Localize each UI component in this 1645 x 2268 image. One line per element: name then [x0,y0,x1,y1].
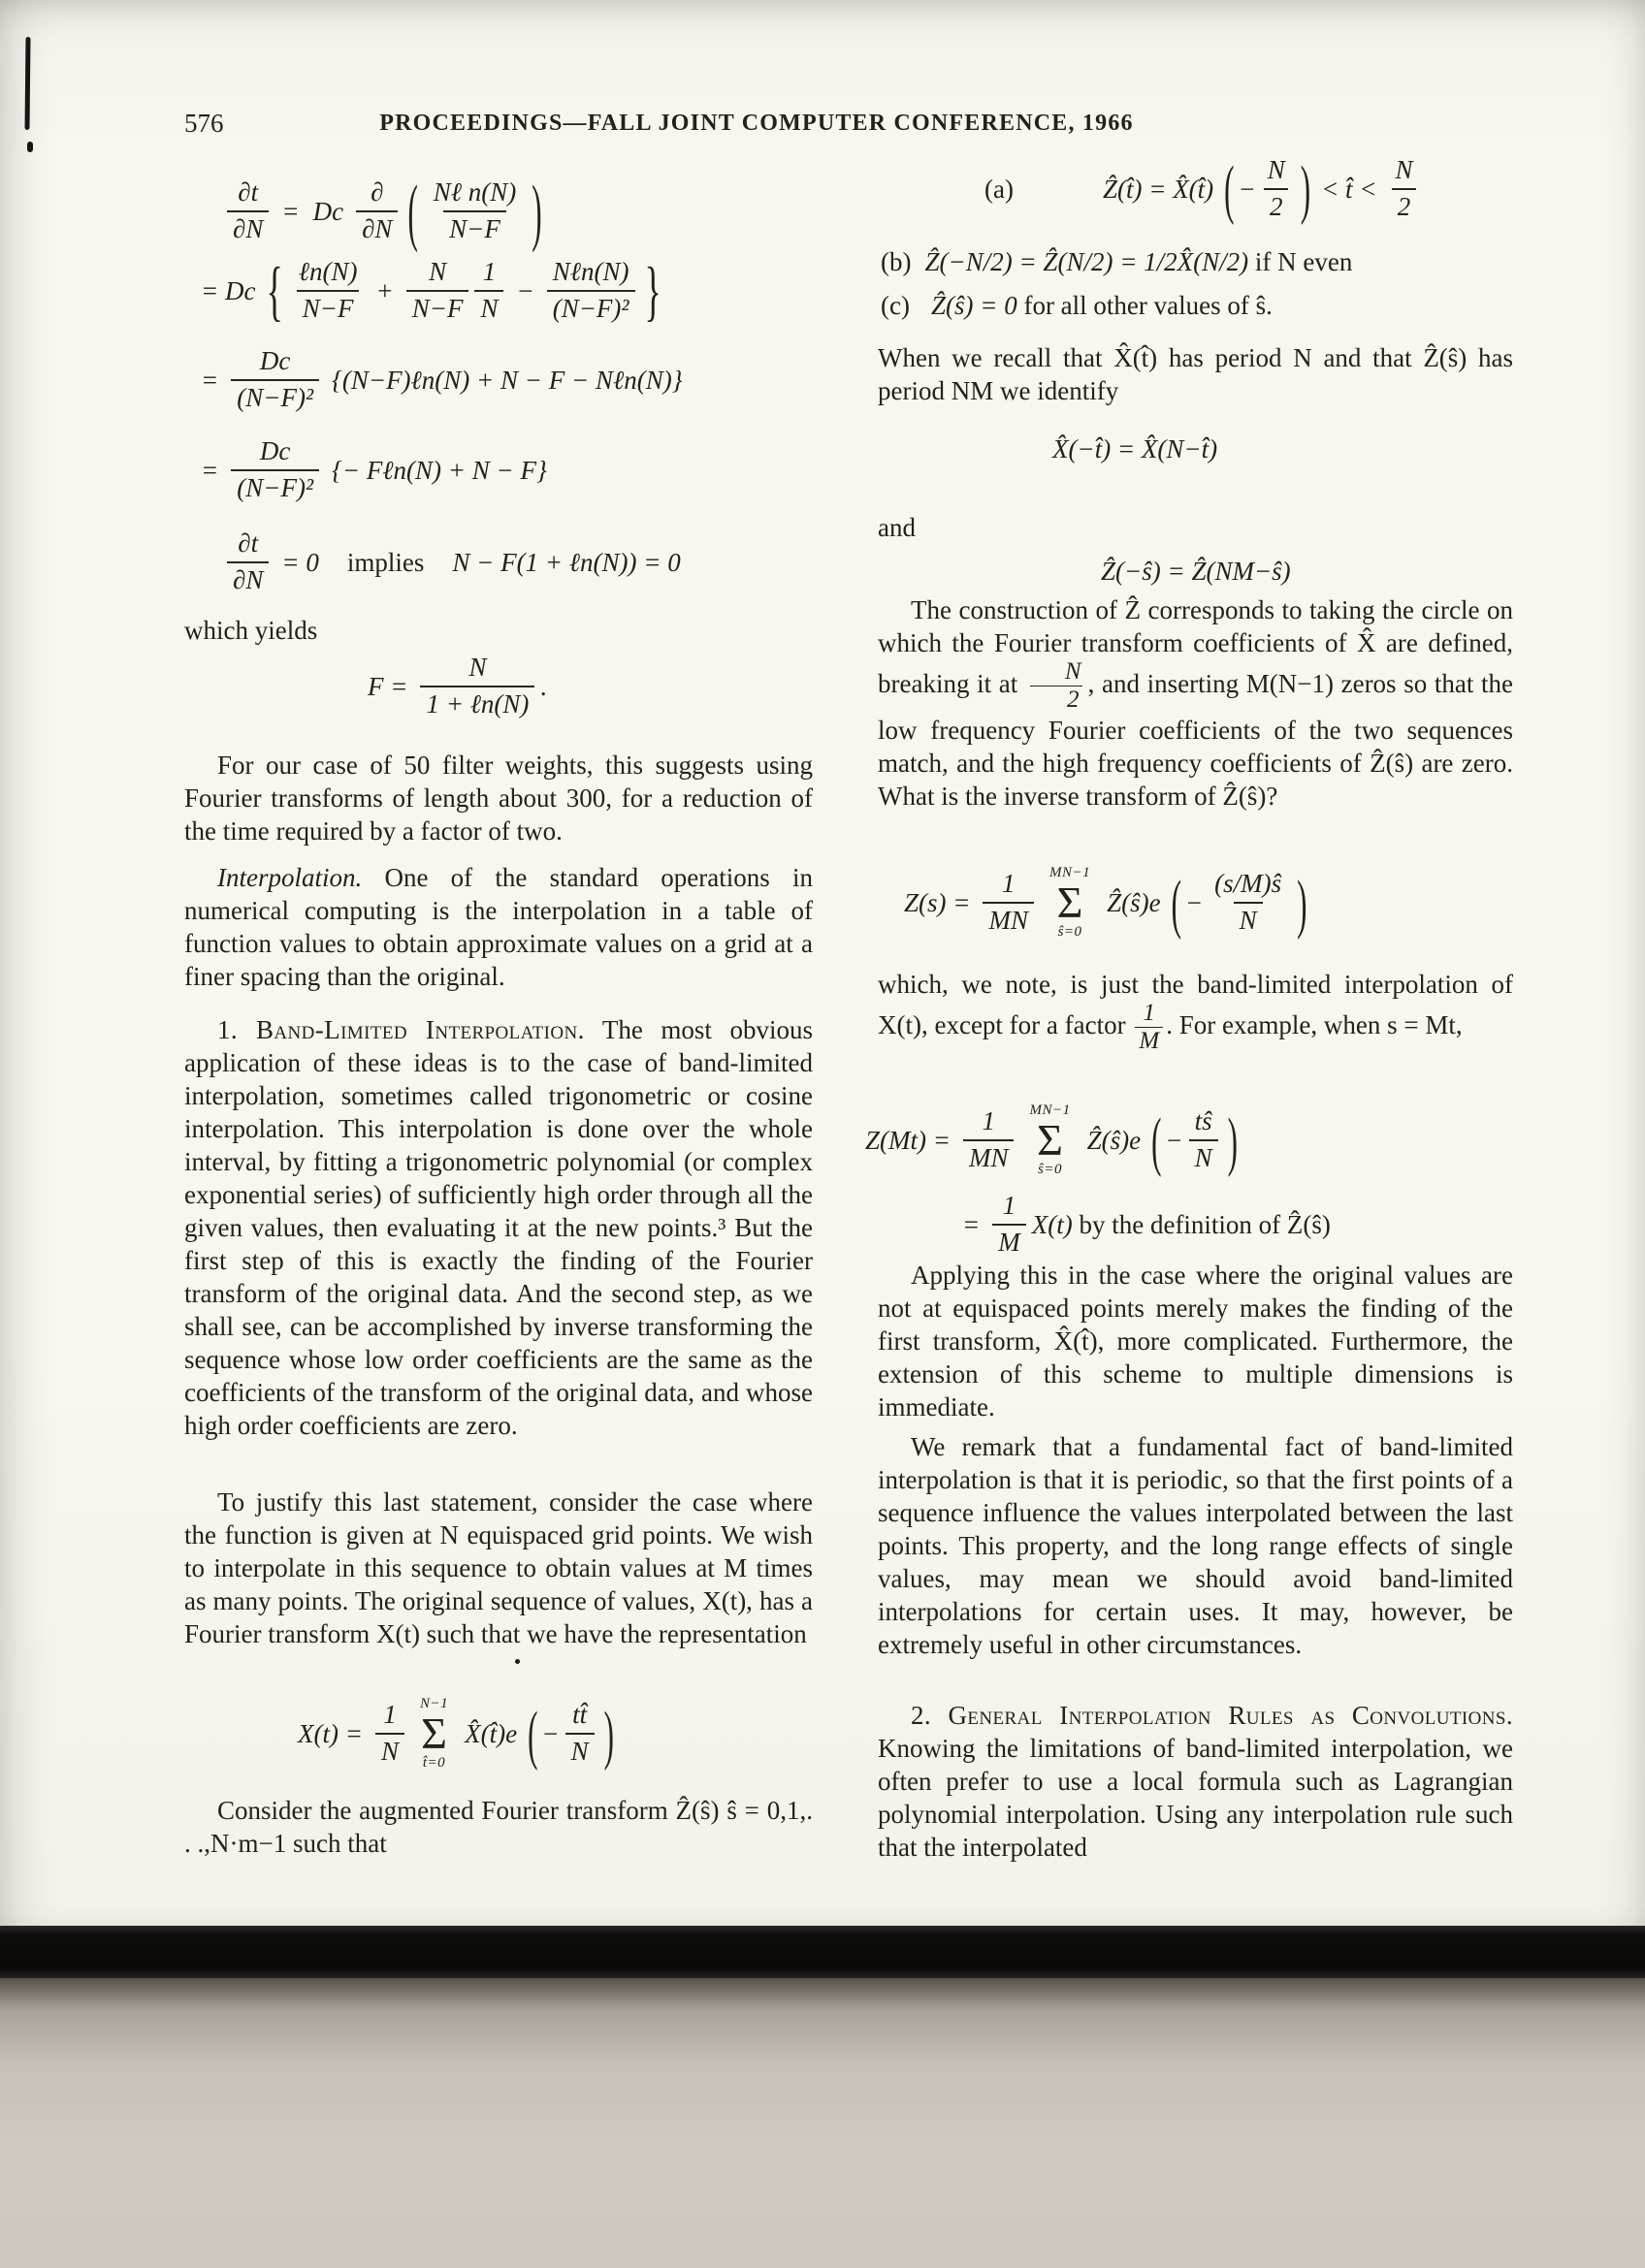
equation-fourier-representation [291,1697,618,1771]
eq-term: − [1165,1125,1183,1155]
eq-term: 1 [1001,869,1016,899]
eq-term: Z(s) = [904,887,971,917]
scan-artifact-bottom-bar [0,1926,1645,1978]
eq-term: − [541,1718,560,1748]
eq-word-implies: implies [346,547,425,577]
paren-open: ( [1224,151,1235,227]
eq-term: tŝ [1194,1106,1212,1136]
sum-lower-limit: t̂=0 [422,1755,446,1772]
scan-artifact-edge-dot [27,142,33,152]
eq-term: Ẑ(−ŝ) = Ẑ(NM−ŝ) [1101,557,1291,586]
eq-tail: if N even [1248,247,1353,276]
eq-term: (N−F)² [231,379,319,414]
scan-artifact-bottom-gray [0,1978,1645,2268]
paragraph-filter-case: For our case of 50 filter weights, this suggests using Fourier transforms of length about 300, for a reduction of the time required by a factor of two. [184,751,813,846]
paragraph-z-construction [878,593,1513,813]
section-general-interpolation [878,1699,1513,1864]
paragraph-text: One of the standard operations in numerical computing is the interpolation in a table of function values to obtain approximate values on a grid at a finer spacing than the original. [184,863,813,991]
paren-open: ( [1171,865,1181,941]
and-label: and [878,513,916,542]
inline-frac-den: 2 [1030,686,1083,713]
eq-term: = [281,196,300,226]
eq-term: ∂N [227,210,269,245]
eq-term: N [1395,155,1413,184]
eq-term: N−F [297,290,360,325]
paren-close: ) [1300,151,1311,227]
section-heading: 2. General Interpolation Rules as Convolutions. [911,1701,1513,1730]
paragraph-text: The most obvious application of these ideas is to the case of band-limited interpolation, sometimes called trigonometric or cosine interpolation. This interpolation is done over the whole interval, by fitting a trigonometric polynomial (or complex exponential series) of sufficiently high order through all the given values, then evaluating it at the new points.³ But the first step of this is exactly the finding of the Fourier transform of the original data. And the second step, as we shall see, can be accomplished by inverse transforming the sequence whose low order coefficients are the same as the coefficients of the transform of the original data, and whose high order coefficients are zero. [184,1015,813,1440]
item-label: (b) [881,247,912,276]
section-band-limited-interpolation [184,1013,813,1442]
eq-term: 1 [1002,1191,1016,1220]
eq-term: Nℓn(N) [552,257,629,286]
eq-term: < t̂ < [1321,174,1377,204]
eq-tail: by the definition of Ẑ(ŝ) [1072,1209,1331,1239]
sum-upper-limit: N−1 [419,1696,449,1711]
paragraph-applying: Applying this in the case where the original values are not at equispaced points merely makes the finding of the first transform, X̂(t̂), more complicated. Furthermore, the extension of this scheme to multiple dimensions is immediate. [878,1261,1513,1421]
eq-term: Ẑ(ŝ)e [1107,887,1161,917]
paragraph-remark-periodic: We remark that a fundamental fact of band-limited interpolation is that it is periodic, so that the first points of a sequence influence the values interpolated between the last points. This property, and the long range effects of single values, may mean we should avoid band-limited interpolations for certain uses. It may, however, be extremely useful in other circumstances. [878,1432,1513,1659]
eq-term: N [1267,155,1285,184]
paragraph-augmented-transform: Consider the augmented Fourier transform Ẑ(ŝ) ŝ = 0,1,. . .,N·m−1 such that [184,1796,813,1858]
eq-term: 2 [1264,188,1289,223]
equation-dtdn-expand [221,169,546,254]
eq-term: = Dc [201,275,256,305]
eq-term: 1 [482,257,497,286]
equation-x-period [1052,433,1217,464]
paragraph-interpolation-intro [184,861,813,993]
eq-term: MN [983,902,1034,937]
paren-close: ) [1227,1102,1238,1178]
page-number: 576 [184,109,224,138]
paragraph-text: . For example, when s = Mt, [1166,1009,1463,1039]
eq-term: X(t) [1031,1209,1073,1239]
paragraph-period-recall: When we recall that X̂(t̂) has period N and that Ẑ(ŝ) has period NM we identify [878,343,1513,405]
eq-term: N [429,257,447,286]
eq-term: X̂(−t̂) = X̂(N−t̂) [1052,434,1218,463]
equation-dc-brace [194,253,665,328]
brace-open: { [266,253,283,328]
equation-stationary-condition [221,528,688,596]
eq-term: (N−F)² [547,290,635,325]
eq-term: 1 [982,1106,995,1136]
eq-term: Ẑ(ŝ) = 0 [930,291,1017,320]
eq-term: N [1234,902,1263,937]
item-b [881,246,1352,277]
inline-frac-den: M [1135,1027,1163,1054]
paragraph-lead: Interpolation. [217,863,363,892]
eq-term: Dc [259,436,291,465]
eq-term: = [201,455,219,485]
sigma-symbol: Σ [1056,878,1083,927]
eq-term: − [1238,174,1256,204]
paragraph-justification: To justify this last statement, consider the case where the function is given at N equispaced grid points. We wish to interpolate in this sequence to obtain values at M times as many points. The original sequence of values, X(t), has a Fourier transform X(t) such that we have the representation [184,1487,813,1648]
eq-term: ∂N [227,561,269,596]
eq-term: MN [963,1139,1015,1174]
eq-term: N − F(1 + ℓn(N)) = 0 [452,547,681,577]
eq-term: N [565,1733,595,1768]
eq-term: ∂N [356,210,398,245]
eq-term: N [375,1733,404,1768]
running-header: PROCEEDINGS—FALL JOINT COMPUTER CONFERENCE, 1966 [379,111,1134,136]
eq-term: F = [368,671,408,701]
eq-term: X(t) = [298,1718,363,1748]
sum-lower-limit: ŝ=0 [1057,924,1082,941]
eq-tail: for all other values of ŝ. [1016,291,1273,320]
eq-term: = [201,365,219,395]
item-label: (c) [881,291,910,320]
eq-term: + [375,275,394,305]
paren-close: ) [532,169,542,254]
equation-dc-combined [194,346,690,414]
eq-term: Ẑ(−N/2) = Ẑ(N/2) = 1/2X̂(N/2) [924,247,1249,276]
eq-term: Nℓ n(N) [433,177,517,207]
eq-term: − [516,275,534,305]
eq-term: = 0 [281,547,319,577]
eq-term: = [962,1209,981,1239]
brace-close: } [644,253,661,328]
scan-artifact-speck [515,1659,520,1664]
sum-upper-limit: MN−1 [1048,865,1091,880]
paragraph-text: The construction of Ẑ corresponds to taking the circle on which the Fourier transform coefficients of X̂ are defined, breaking it at [878,595,1513,698]
eq-term: 1 + ℓn(N) [420,686,534,720]
eq-term: 1 [383,1700,397,1730]
eq-term: N−F [406,290,469,325]
item-a [984,151,1425,227]
eq-term: ∂t [238,528,259,558]
sum-upper-limit: MN−1 [1029,1102,1071,1118]
eq-term: Dc [312,196,344,226]
section-heading: 1. Band-Limited Interpolation. [217,1015,585,1044]
paren-open: ( [528,1696,538,1772]
eq-term: X̂(t̂)e [465,1718,518,1748]
eq-term: − [1184,887,1204,917]
sigma-symbol: Σ [421,1709,447,1758]
eq-term: (s/M)ŝ [1214,869,1282,899]
item-label: (a) [984,174,1014,204]
eq-term: Ẑ(t̂) = X̂(t̂) [1102,174,1214,204]
sigma-symbol: Σ [1037,1115,1063,1165]
eq-term: 2 [1392,188,1417,223]
eq-term: N [468,653,487,682]
eq-term: (N−F)² [231,469,319,504]
eq-term: N [474,290,503,325]
eq-term: . [540,671,548,701]
paragraph-text: which, we note, is just the band-limited interpolation of X(t), except for a factor [878,970,1513,1039]
equation-z-mt [858,1103,1242,1177]
equation-filter-length [361,653,547,720]
sum-lower-limit: ŝ=0 [1038,1162,1063,1178]
which-yields-label: which yields [184,616,318,645]
eq-term: Z(Mt) = [865,1125,951,1155]
paragraph-band-limited-note [878,968,1513,1055]
eq-term: N [1189,1139,1218,1174]
paren-close: ) [603,1696,614,1772]
inline-frac-num: 1 [1143,1000,1156,1026]
paragraph-text: Knowing the limitations of band-limited interpolation, we often prefer to use a local formula such as Lagrangian polynomial interpolation. Using any interpolation rule such that the interpolated [878,1734,1513,1862]
eq-term: {− Fℓn(N) + N − F} [332,455,547,485]
paren-open: ( [407,169,418,254]
eq-term: N−F [443,210,506,245]
inline-frac-num: N [1064,658,1081,685]
equation-z-inverse [897,866,1311,940]
eq-term: ℓn(N) [298,257,358,286]
eq-term: tt̂ [572,1700,588,1730]
eq-term: {(N−F)ℓn(N) + N − F − Nℓn(N)} [332,365,683,395]
equation-dc-simplified [194,436,554,504]
eq-term: ∂t [238,177,259,207]
eq-term: Dc [259,346,291,375]
item-c [881,290,1273,321]
eq-term: M [992,1224,1026,1259]
equation-z-mt-result [955,1191,1331,1259]
paragraph-text: , and inserting M(N−1) zeros so that the low frequency Fourier coefficients of the two sequences match, and the high frequency coefficients of Ẑ(ŝ) are zero. What is the inverse transform of Ẑ(ŝ)? [878,668,1513,811]
scan-artifact-edge-line [24,37,30,130]
paren-close: ) [1297,865,1307,941]
paren-open: ( [1151,1102,1162,1178]
eq-term: ∂ [371,177,384,207]
equation-z-period [1101,556,1291,587]
eq-term: Ẑ(ŝ)e [1086,1125,1142,1155]
